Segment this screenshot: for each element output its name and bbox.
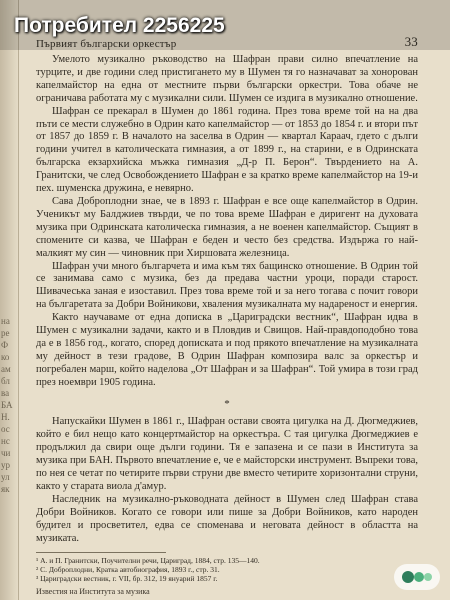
margin-fragment: бл bbox=[1, 376, 10, 386]
paragraph: Шафран учи много българчета и има към тях бащинско отношение. В Одрин той се занимава само с музика, без да предава частни уроци, поради старост. Шивачеська заная е изоставил. През това време той и за него тогава с почит говори на българетата за Добри Войникови, хваления музикалната му надареност и енергия. bbox=[36, 260, 418, 311]
margin-fragment: ам bbox=[1, 364, 11, 374]
margin-fragment: ва bbox=[1, 388, 10, 398]
margin-fragment: ко bbox=[1, 352, 10, 362]
paragraph: Сава Доброплодни знае, че в 1893 г. Шафран е все още капелмайстор в Одрин. Ученикът му Балджиев твърди, че по това време Шафран е диригент на духовата музика при Одринската католическа гимназия, а не военен капелмайстор. Същият в спомените си казва, че Шафран е беден и често без средства. Издържа го най-малкият му син — чиновник при Хиршовата железница. bbox=[36, 195, 418, 259]
margin-fragment: Н. bbox=[1, 412, 10, 422]
margin-fragment: ос bbox=[1, 424, 10, 434]
body-text bbox=[36, 54, 418, 546]
running-head-title: Първият български оркестър bbox=[36, 38, 177, 50]
margin-fragment: ур bbox=[1, 460, 10, 470]
paragraph: Напускайки Шумен в 1861 г., Шафран остави своята цигулка на Д. Дюгмеджиев, който е бил нещо като концертмайстор на оркестъра. С тая цигулка Дюгмеджиев е продължил да свири още дълги години. Тя е запазена и се пази в Институтa за музика при БАН. Първото впечатление е, че е майсторски инструмент. Въпреки това, по нея се четат по четирите първи струни две вместо четирите хоризонтални струни, както у старата виола д'амур. bbox=[36, 416, 418, 492]
paragraph: Умелото музикално ръководство на Шафран прави силно впечатление на турците, и две години след пристигането му в Шумен тя го назначават за хонорован капелмайстор на една от местните първи български оркестри. Това обаче не ограничава работата му с музикални сили. Шумен се издига в музикално отношение. bbox=[36, 54, 418, 104]
footnote: ² С. Доброплодни, Кратка автобиография, 1893 г., стр. 31. bbox=[36, 564, 220, 574]
footnote: ¹ А. и П. Гранитски, Поучителни речи, Цариград, 1884, стр. 135—140. bbox=[36, 555, 260, 565]
marketplace-logo bbox=[394, 564, 440, 590]
paragraph: Както научаваме от една дописка в „Цариградски вестник“, Шафран идва в Шумен с музикални задачи, както и в Пловдив и Свищов. Най-правдоподобно това да е в 1856 год., когато, според дописката и под прякото впечатление на музикалната му дейност в тези градове, В Одрин Шафран композира валс за оркестър и погребален марш, който наделова „От Шафран и за Шафран“. Той умира в този град през ноември 1905 година. bbox=[36, 312, 418, 388]
paragraph: Шафран се прекарал в Шумен до 1861 година. През това време той на на два пъти се мести служебно в Одрин като капелмайстор — от 1853 до 1854 г. и втори път от 1857 до 1859 г. В началото на заселва в Одрин — квартал Караач, гдето с дълги години учител в католическата гимназия, а от 1899 г., на старини, е в Одринската българска екзархийска мъжка гимназия „Д-р П. Берон“. Твърдението на А. Гранитски, че след Освобождението Шафран е за кратко време капелмайстор на 19-и пех. шуменска дружина, е невярно. bbox=[36, 105, 418, 195]
seller-overlay-banner bbox=[0, 0, 450, 50]
footnotes bbox=[36, 556, 418, 584]
margin-fragment: ре bbox=[1, 328, 10, 338]
page-bottom-caption: Известия на Института за музика bbox=[36, 587, 150, 597]
previous-page-edge bbox=[0, 0, 19, 600]
page-number: 33 bbox=[404, 34, 418, 49]
footnote-rule bbox=[36, 552, 166, 553]
margin-fragment: як bbox=[1, 484, 10, 494]
paragraph: Наследник на музикално-ръководната дейност в Шумен след Шафран става Добри Войников. Когато се говори или пише за Добри Войников, като народен будител и просветител, едва се споменава и неговата дейност в областта на музиката. bbox=[36, 493, 418, 544]
margin-fragment: чи bbox=[1, 448, 11, 458]
margin-fragment: Ф bbox=[1, 340, 9, 350]
margin-fragment: БА bbox=[1, 400, 13, 410]
footnote: ³ Цариградски вестник, г. VII, бр. 312, 19 януарий 1857 г. bbox=[36, 573, 218, 583]
book-page bbox=[36, 26, 418, 598]
seller-label: Потребител 2256225 bbox=[14, 14, 225, 37]
logo-mark-icon bbox=[400, 569, 434, 585]
previous-page-margin bbox=[1, 315, 15, 495]
margin-fragment: на bbox=[1, 316, 10, 326]
section-divider: * bbox=[224, 397, 230, 410]
margin-fragment: нс bbox=[1, 436, 10, 446]
margin-fragment: ул bbox=[1, 472, 10, 482]
